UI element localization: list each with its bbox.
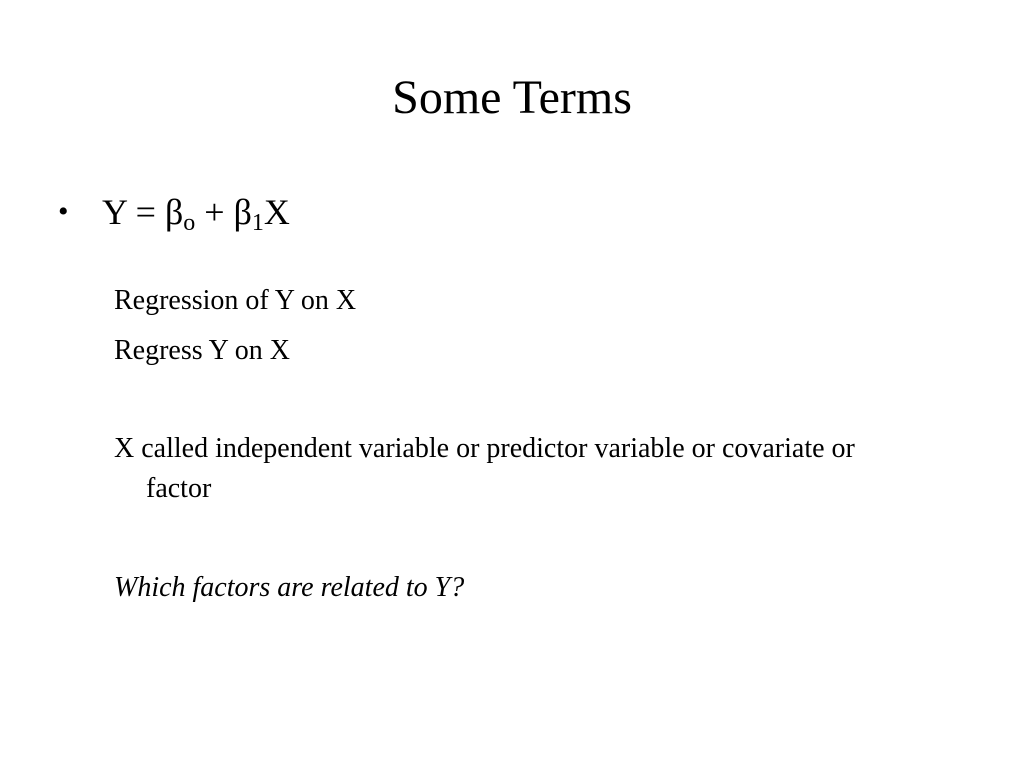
equation-mid: + β xyxy=(195,192,252,232)
sub-item-question: Which factors are related to Y? xyxy=(114,572,465,603)
regression-equation xyxy=(102,192,290,236)
equation-lhs: Y = β xyxy=(102,192,184,232)
bullet-item xyxy=(58,190,290,234)
slide-title: Some Terms xyxy=(392,71,632,124)
equation-rhs: X xyxy=(263,192,290,232)
sub-item-x-called: X called independent variable or predictor variable or covariate or factor xyxy=(114,433,855,504)
equation-subscript-1: 1 xyxy=(251,210,264,236)
equation-subscript-o: o xyxy=(183,210,196,236)
bullet-icon: • xyxy=(58,195,69,228)
sub-item-regression-of: Regression of Y on X xyxy=(114,285,357,316)
sub-item-regress: Regress Y on X xyxy=(114,335,291,366)
